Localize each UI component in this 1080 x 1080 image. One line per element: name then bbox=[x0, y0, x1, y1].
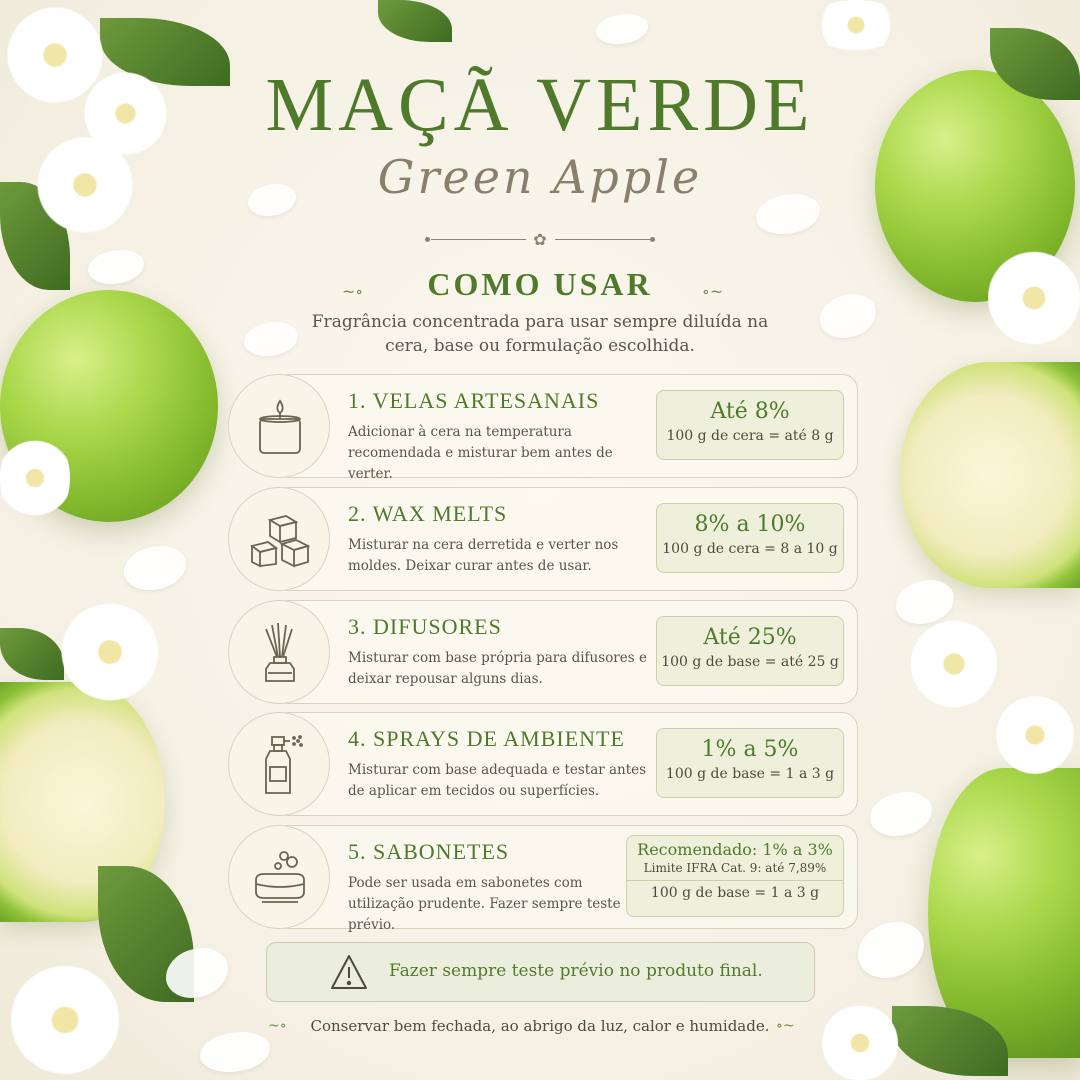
recommended-dosage: Recomendado: 1% a 3% bbox=[637, 840, 833, 859]
icon-badge bbox=[228, 825, 330, 929]
usage-title: 3. DIFUSORES bbox=[348, 614, 502, 639]
swirl-ornament-icon: ∘~ bbox=[702, 282, 724, 301]
blossom-image bbox=[806, 0, 906, 50]
usage-row-soaps bbox=[228, 825, 858, 933]
ifra-limit: Limite IFRA Cat. 9: até 7,89% bbox=[643, 861, 827, 875]
petal-image bbox=[596, 14, 648, 44]
leaf-image bbox=[378, 0, 452, 42]
petal-image bbox=[858, 922, 924, 978]
spray-bottle-icon bbox=[250, 735, 310, 795]
icon-badge bbox=[228, 600, 330, 704]
candle-icon bbox=[250, 397, 310, 457]
icon-badge bbox=[228, 487, 330, 591]
usage-description: Misturar com base adequada e testar antes de aplicar em tecidos ou superfícies. bbox=[348, 762, 647, 799]
blossom-image bbox=[0, 428, 70, 528]
swirl-ornament-icon: ∘~ bbox=[776, 1018, 795, 1034]
usage-row-wax-melts bbox=[228, 487, 858, 591]
usage-row-diffusers bbox=[228, 600, 858, 704]
usage-description: Pode ser usada em sabonetes com utilização prudente. Fazer sempre teste prévio. bbox=[348, 875, 621, 933]
flower-icon: ✿ bbox=[533, 230, 547, 249]
footer-text: Conservar bem fechada, ao abrigo da luz, calor e humidade. bbox=[310, 1017, 770, 1035]
reed-diffuser-icon bbox=[250, 623, 310, 683]
dosage-box bbox=[656, 616, 844, 686]
petal-image bbox=[870, 792, 932, 836]
dosage-value: 8% a 10% bbox=[694, 512, 806, 537]
dosage-box bbox=[656, 390, 844, 460]
dosage-example: 100 g de base = 1 a 3 g bbox=[665, 766, 835, 782]
blossom-image bbox=[904, 614, 1004, 714]
warning-text: Fazer sempre teste prévio no produto final. bbox=[389, 961, 763, 981]
swirl-ornament-icon: ~∘ bbox=[342, 282, 364, 301]
dosage-example: 100 g de base = até 25 g bbox=[661, 654, 839, 670]
ornamental-divider bbox=[425, 232, 655, 248]
apple-half-image bbox=[900, 362, 1080, 588]
blossom-image bbox=[54, 596, 166, 708]
dosage-example: 100 g de cera = 8 a 10 g bbox=[662, 541, 838, 557]
usage-title: 2. WAX MELTS bbox=[348, 501, 508, 526]
intro-text: Fragrância concentrada para usar sempre diluída na cera, base ou formulação escolhida. bbox=[311, 312, 769, 356]
usage-description: Misturar na cera derretida e verter nos moldes. Deixar curar antes de usar. bbox=[348, 537, 619, 574]
wax-cubes-icon bbox=[250, 510, 310, 570]
warning-triangle-icon bbox=[329, 953, 369, 991]
usage-row-candles bbox=[228, 374, 858, 482]
usage-title: 4. SPRAYS DE AMBIENTE bbox=[348, 726, 625, 751]
dosage-example: 100 g de base = 1 a 3 g bbox=[650, 885, 820, 901]
usage-description: Adicionar à cera na temperatura recomendada e misturar bem antes de verter. bbox=[348, 424, 613, 482]
warning-banner bbox=[266, 942, 815, 1002]
dosage-value: 1% a 5% bbox=[701, 737, 799, 762]
dosage-value: Até 8% bbox=[710, 399, 790, 424]
icon-badge bbox=[228, 374, 330, 478]
swirl-ornament-icon: ~∘ bbox=[268, 1018, 287, 1034]
usage-row-room-sprays bbox=[228, 712, 858, 816]
divider bbox=[627, 880, 843, 881]
usage-description: Misturar com base própria para difusores e deixar repousar alguns dias. bbox=[348, 650, 647, 687]
petal-image bbox=[200, 1032, 270, 1072]
usage-title: 1. VELAS ARTESANAIS bbox=[348, 388, 600, 413]
page-title: MAÇÃ VERDE bbox=[265, 63, 815, 147]
dosage-example: 100 g de cera = até 8 g bbox=[666, 428, 834, 444]
dosage-box bbox=[656, 728, 844, 798]
dosage-box bbox=[656, 503, 844, 573]
usage-title: 5. SABONETES bbox=[348, 839, 510, 864]
dosage-box bbox=[626, 835, 844, 917]
dosage-value: Até 25% bbox=[703, 625, 797, 650]
petal-image bbox=[124, 546, 186, 590]
section-title: COMO USAR bbox=[427, 266, 653, 302]
soap-bar-icon bbox=[250, 848, 310, 908]
icon-badge bbox=[228, 712, 330, 816]
blossom-image bbox=[990, 690, 1080, 780]
page-subtitle: Green Apple bbox=[377, 150, 703, 204]
